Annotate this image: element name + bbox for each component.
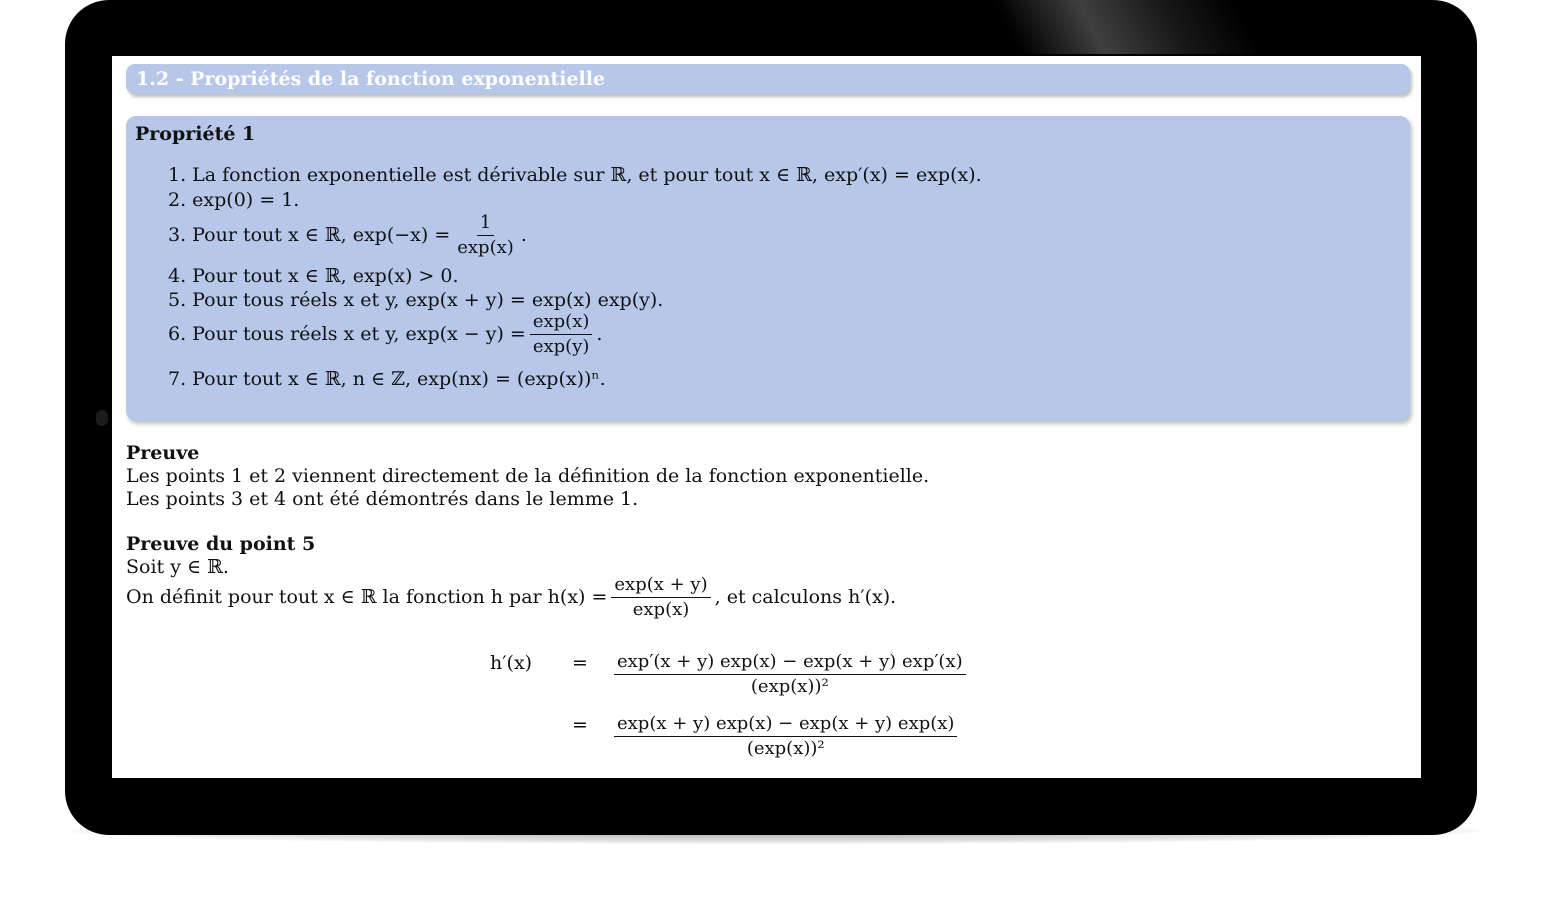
proof-line: Les points 3 et 4 ont été démontrés dans le lemme 1. xyxy=(126,488,639,510)
proof5-title: Preuve du point 5 xyxy=(126,533,316,555)
property-item: 7. Pour tout x ∈ ℝ, n ∈ ℤ, exp(nx) = (exp(x))ⁿ. xyxy=(168,368,606,390)
fraction: $\frac{1}{\exp(x)}$ xyxy=(457,212,514,258)
proof5-line: Soit y ∈ ℝ. xyxy=(126,556,229,578)
screen-glare xyxy=(988,0,1262,54)
proof-line: Les points 1 et 2 viennent directement de la définition de la fonction exponentielle. xyxy=(126,465,930,487)
property-item: 1. La fonction exponentielle est dérivable sur ℝ, et pour tout x ∈ ℝ, exp′(x) = exp(x). xyxy=(168,164,982,186)
fraction: $\frac{\exp(x + y)}{\exp(x)}$ xyxy=(611,575,710,620)
document-view[interactable] xyxy=(112,56,1421,778)
camera-icon xyxy=(96,410,108,426)
fraction: $\frac{\exp'(x + y) \exp(x) - \exp(x + y) \exp'(x)}{\text{(exp(x))²}}$ xyxy=(614,652,966,697)
section-title: 1.2 - Propriétés de la fonction exponentielle xyxy=(136,68,606,90)
property-item: 5. Pour tous réels x et y, exp(x + y) = exp(x) exp(y). xyxy=(168,289,664,311)
fraction: $\frac{\exp(x + y) \exp(x) - \exp(x + y) \exp(x)}{\text{(exp(x))²}}$ xyxy=(614,714,957,759)
fraction: $\frac{\exp(x)}{\exp(y)}$ xyxy=(530,312,593,357)
property-item: 4. Pour tout x ∈ ℝ, exp(x) > 0. xyxy=(168,265,459,287)
section-header xyxy=(126,64,1410,94)
property-title: Propriété 1 xyxy=(135,123,256,145)
equation-rhs-2 xyxy=(610,714,961,759)
property-item: 2. exp(0) = 1. xyxy=(168,189,300,211)
property-item: 6. Pour tous réels x et y, exp(x − y) = $\frac{\exp(x)}{\exp(y)}$ . xyxy=(168,311,603,357)
equation-sign: = xyxy=(572,714,588,736)
property-box xyxy=(126,116,1410,421)
tablet-frame xyxy=(65,0,1477,835)
proof-title: Preuve xyxy=(126,442,200,464)
equation-lhs: h′(x) = xyxy=(490,652,588,674)
definition-line: On définit pour tout x ∈ ℝ la fonction h par h(x) = $\frac{\exp(x + y)}{\exp(x)}$ , et calculons h′(x). xyxy=(126,574,897,620)
property-item: 3. Pour tout x ∈ ℝ, exp(−x) = $\frac{1}{\exp(x)}$ . xyxy=(168,212,527,258)
equation-rhs-1 xyxy=(610,652,970,697)
